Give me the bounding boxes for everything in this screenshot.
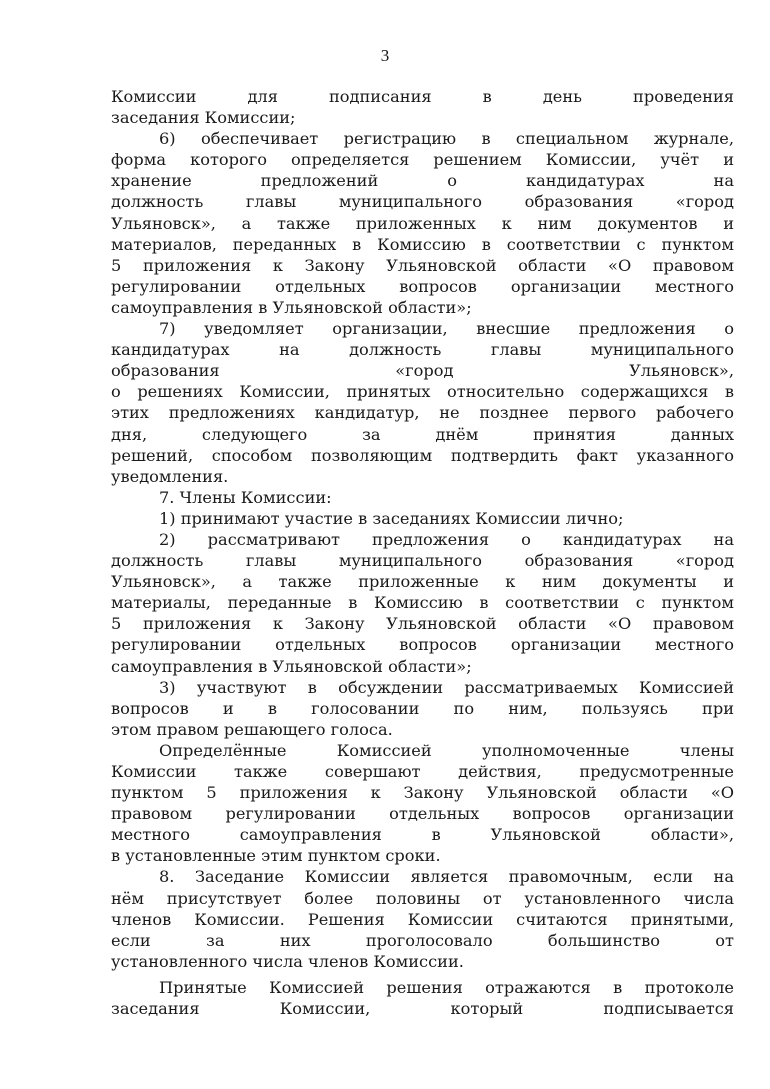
text-line: 8. Заседание Комиссии является правомочным, если на (159, 867, 734, 887)
text-line: 2) рассматривают предложения о кандидатурах на (159, 529, 734, 549)
text-line: 3) участвуют в обсуждении рассматриваемых Комиссией (159, 677, 734, 697)
text-line: в установленные этим пунктом сроки. (111, 846, 441, 866)
text-line: 6) обеспечивает регистрацию в специальном журнале, (159, 129, 734, 149)
text-line: о решениях Комиссии, принятых относительно содержащихся в (111, 382, 734, 402)
text-line: местного самоуправления в Ульяновской области», (111, 825, 734, 845)
text-line: членов Комиссии. Решения Комиссии считаются принятыми, (111, 909, 734, 929)
text-line: решений, способом позволяющим подтвердить факт указанного (111, 445, 734, 465)
text-line: уведомления. (111, 466, 229, 486)
text-line: 5 приложения к Закону Ульяновской области «О правовом (111, 614, 734, 634)
text-line: правовом регулировании отдельных вопросов организации (111, 804, 734, 824)
page-number: 3 (380, 46, 390, 65)
text-line: пунктом 5 приложения к Закону Ульяновской области «О (111, 783, 734, 803)
text-line: Комиссии также совершают действия, предусмотренные (111, 762, 734, 781)
text-line: заседания Комиссии; (111, 108, 296, 128)
text-line: образования «город Ульяновск», (111, 361, 734, 381)
text-line: регулировании отдельных вопросов организации местного (111, 276, 734, 296)
text-line: Ульяновск», а также приложенных к ним документов и (111, 213, 734, 233)
text-line: Принятые Комиссией решения отражаются в протоколе (159, 977, 734, 997)
text-line: дня, следующего за днём принятия данных (111, 424, 734, 444)
text-line: 5 приложения к Закону Ульяновской области «О правовом (111, 255, 734, 275)
text-line: регулировании отдельных вопросов организации местного (111, 635, 734, 655)
text-line: 7) уведомляет организации, внесшие предложения о (159, 319, 734, 339)
text-line: хранение предложений о кандидатурах на (111, 171, 734, 191)
text-line: должность главы муниципального образования «город (111, 551, 734, 571)
text-line: заседания Комиссии, который подписывается (111, 999, 734, 1019)
text-line: Комиссии для подписания в день проведения (111, 87, 734, 106)
text-line: нём присутствует более половины от установленного числа (111, 888, 734, 908)
text-line: материалов, переданных в Комиссию в соответствии с пунктом (111, 234, 734, 254)
text-line: этом правом решающего голоса. (111, 719, 393, 739)
text-line: этих предложениях кандидатур, не позднее первого рабочего (111, 403, 734, 423)
text-line: форма которого определяется решением Комиссии, учёт и (111, 150, 734, 170)
text-line: вопросов и в голосовании по ним, пользуясь при (111, 698, 734, 718)
text-line: кандидатурах на должность главы муниципального (111, 340, 734, 360)
text-line: самоуправления в Ульяновской области»; (111, 297, 472, 317)
text-line: установленного числа членов Комиссии. (111, 951, 464, 971)
text-line: самоуправления в Ульяновской области»; (111, 656, 472, 676)
text-line: если за них проголосовало большинство от (111, 930, 734, 950)
text-line: 1) принимают участие в заседаниях Комиссии лично; (159, 508, 624, 528)
text-line: 7. Члены Комиссии: (159, 487, 332, 507)
text-line: материалы, переданные в Комиссию в соответствии с пунктом (111, 593, 734, 613)
document-body (111, 86, 734, 1019)
text-line: Определённые Комиссией уполномоченные члены (159, 740, 734, 760)
text-line: Ульяновск», а также приложенные к ним документы и (111, 572, 734, 592)
text-line: должность главы муниципального образования «город (111, 192, 734, 212)
